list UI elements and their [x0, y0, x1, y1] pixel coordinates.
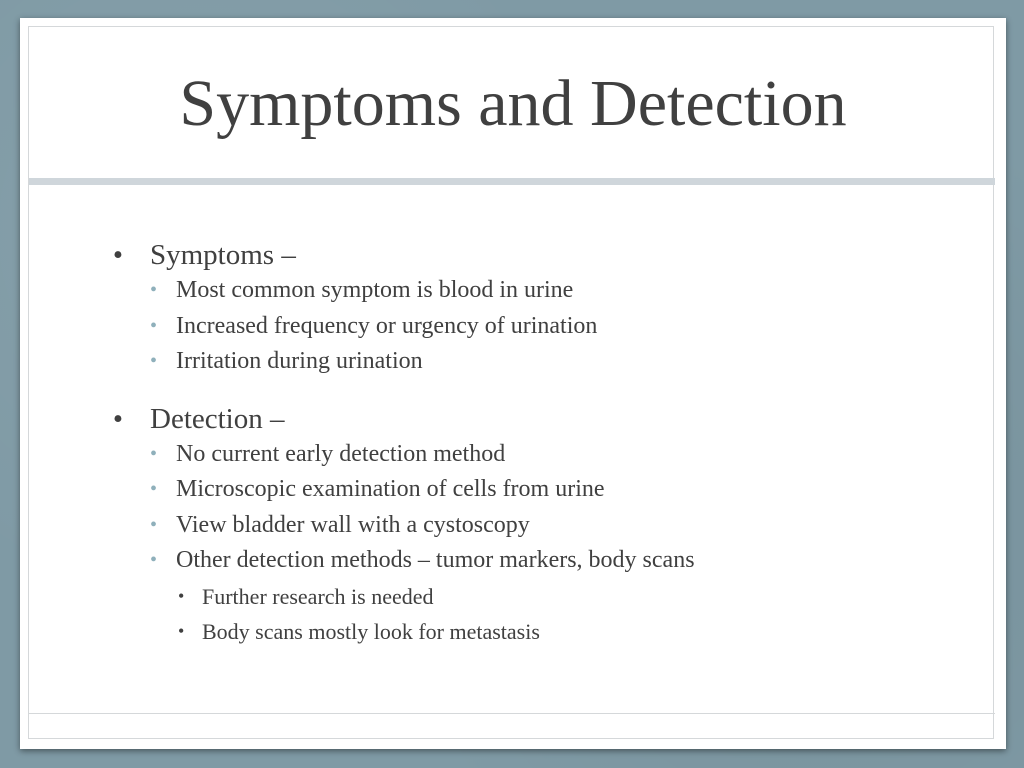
- footer-divider: [29, 713, 995, 714]
- list-item: [108, 472, 968, 508]
- bullet-detection: [108, 401, 968, 437]
- bullet-icon: •: [150, 549, 158, 571]
- bullet-icon: •: [150, 279, 158, 301]
- list-item: [108, 437, 968, 473]
- list-item-text: Other detection methods – tumor markers, body scans: [176, 547, 695, 573]
- bullet-icon: •: [150, 478, 158, 500]
- slide-content: [108, 237, 968, 649]
- bullet-icon: •: [178, 620, 185, 641]
- bullet-icon: •: [150, 314, 158, 337]
- list-item-text: No current early detection method: [176, 440, 506, 467]
- bullet-icon: •: [178, 585, 185, 606]
- bullet-symptoms: [108, 237, 968, 273]
- list-item-text: Increased frequency or urgency of urination: [176, 312, 598, 339]
- slide-title: Symptoms and Detection: [179, 67, 847, 140]
- title-divider: [29, 178, 995, 185]
- spacer: [108, 380, 968, 401]
- sub-list-item: [108, 579, 968, 614]
- list-item: [108, 543, 968, 579]
- list-item: [108, 309, 968, 345]
- sub-list-item-text: Body scans mostly look for metastasis: [202, 618, 540, 644]
- bullet-icon: •: [150, 513, 158, 536]
- list-item: [108, 273, 968, 309]
- section-heading: Detection –: [150, 402, 285, 435]
- section-heading: Symptoms –: [150, 239, 296, 271]
- bullet-icon: •: [112, 239, 124, 271]
- list-item-text: Irritation during urination: [176, 348, 423, 374]
- sub-list-item: [108, 614, 968, 649]
- sub-list-item-text: Further research is needed: [202, 583, 434, 609]
- bullet-icon: •: [150, 442, 158, 465]
- list-item-text: View bladder wall with a cystoscopy: [176, 511, 530, 538]
- list-item-text: Most common symptom is blood in urine: [176, 277, 574, 303]
- slide: [20, 18, 1006, 749]
- bullet-icon: •: [112, 402, 124, 435]
- list-item: [108, 344, 968, 380]
- list-item: [108, 508, 968, 544]
- list-item-text: Microscopic examination of cells from urine: [176, 476, 605, 502]
- bullet-icon: •: [150, 350, 158, 372]
